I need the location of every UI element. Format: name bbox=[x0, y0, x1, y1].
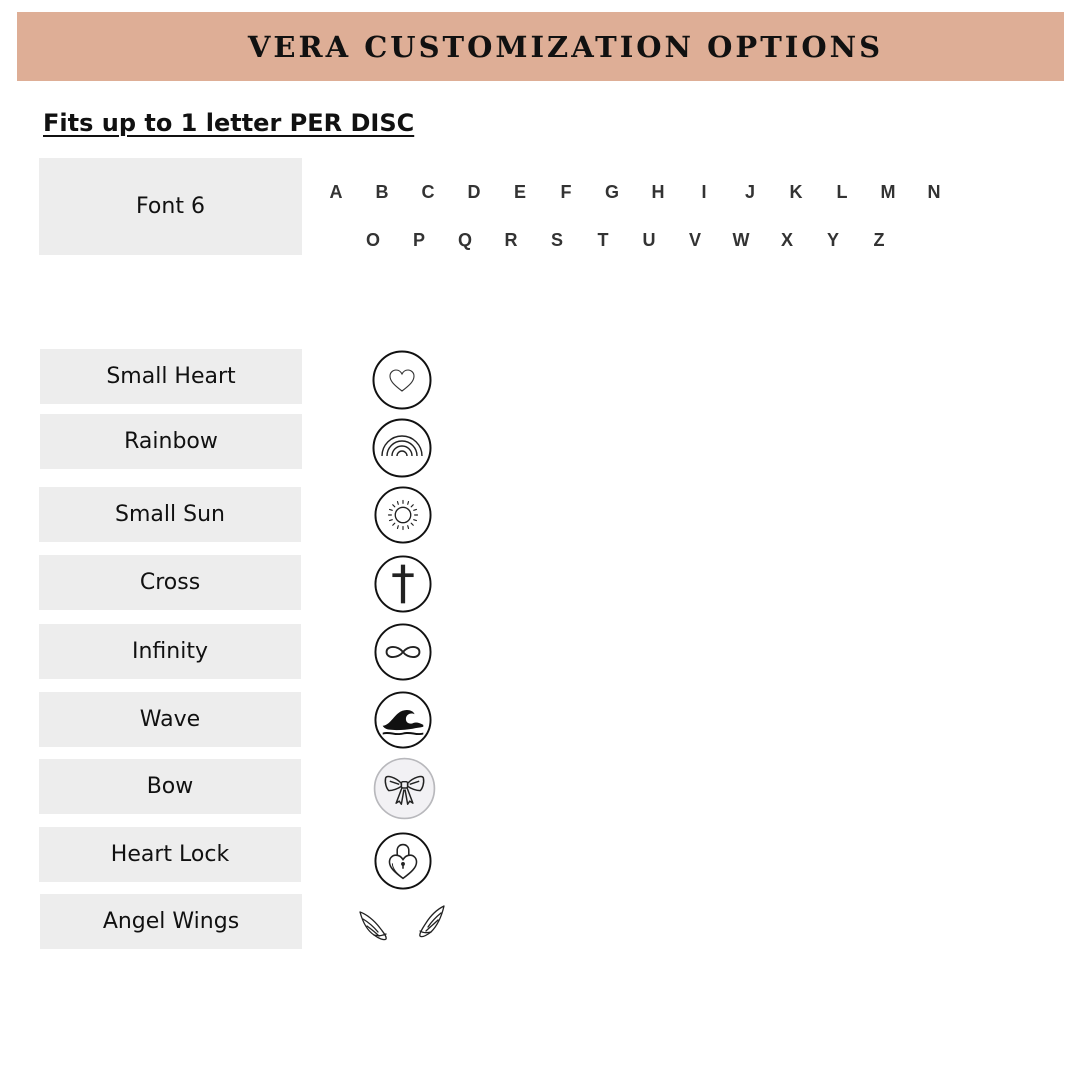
letter: V bbox=[688, 230, 701, 250]
symbol-label-rainbow: Rainbow bbox=[40, 414, 302, 469]
letter: F bbox=[560, 182, 572, 202]
letter: D bbox=[467, 182, 481, 202]
symbol-label-bow: Bow bbox=[39, 759, 301, 814]
font-option-label: Font 6 bbox=[39, 158, 302, 255]
letter: Y bbox=[826, 230, 839, 250]
letter: A bbox=[329, 182, 343, 202]
symbol-label-wave: Wave bbox=[39, 692, 301, 747]
symbol-label-angel-wings: Angel Wings bbox=[40, 894, 302, 949]
heart-lock-icon bbox=[374, 832, 432, 890]
symbol-label-heart-lock: Heart Lock bbox=[39, 827, 301, 882]
letter: E bbox=[513, 182, 526, 202]
letter: H bbox=[651, 182, 665, 202]
letter: R bbox=[504, 230, 518, 250]
letter: N bbox=[927, 182, 941, 202]
letter: P bbox=[412, 230, 425, 250]
letter: U bbox=[642, 230, 656, 250]
letter: L bbox=[836, 182, 848, 202]
letter: G bbox=[604, 182, 619, 202]
symbol-label-small-sun: Small Sun bbox=[39, 487, 301, 542]
symbol-label-cross: Cross bbox=[39, 555, 301, 610]
small-sun-icon bbox=[374, 486, 432, 544]
rainbow-icon bbox=[372, 418, 432, 478]
letter: M bbox=[880, 182, 896, 202]
letter: K bbox=[789, 182, 803, 202]
letter: T bbox=[597, 230, 609, 250]
page-title: VERA CUSTOMIZATION OPTIONS bbox=[247, 29, 884, 64]
page-header bbox=[17, 12, 1064, 81]
angel-wings-icon bbox=[356, 902, 448, 946]
disc-capacity-note: Fits up to 1 letter PER DISC bbox=[43, 109, 415, 137]
letter: J bbox=[744, 182, 755, 202]
infinity-icon bbox=[374, 623, 432, 681]
letter: O bbox=[365, 230, 380, 250]
letter: Z bbox=[873, 230, 885, 250]
letter: B bbox=[375, 182, 389, 202]
letter: S bbox=[550, 230, 563, 250]
letter: Q bbox=[457, 230, 472, 250]
wave-icon bbox=[374, 691, 432, 749]
letter: X bbox=[780, 230, 793, 250]
bow-icon bbox=[373, 757, 436, 820]
letters-row-2 bbox=[350, 230, 902, 251]
cross-icon bbox=[374, 555, 432, 613]
symbol-label-small-heart: Small Heart bbox=[40, 349, 302, 404]
letter: C bbox=[421, 182, 435, 202]
letter: I bbox=[701, 182, 707, 202]
small-heart-icon bbox=[372, 350, 432, 410]
letters-row-1 bbox=[313, 182, 957, 203]
symbol-label-infinity: Infinity bbox=[39, 624, 301, 679]
letter: W bbox=[732, 230, 750, 250]
